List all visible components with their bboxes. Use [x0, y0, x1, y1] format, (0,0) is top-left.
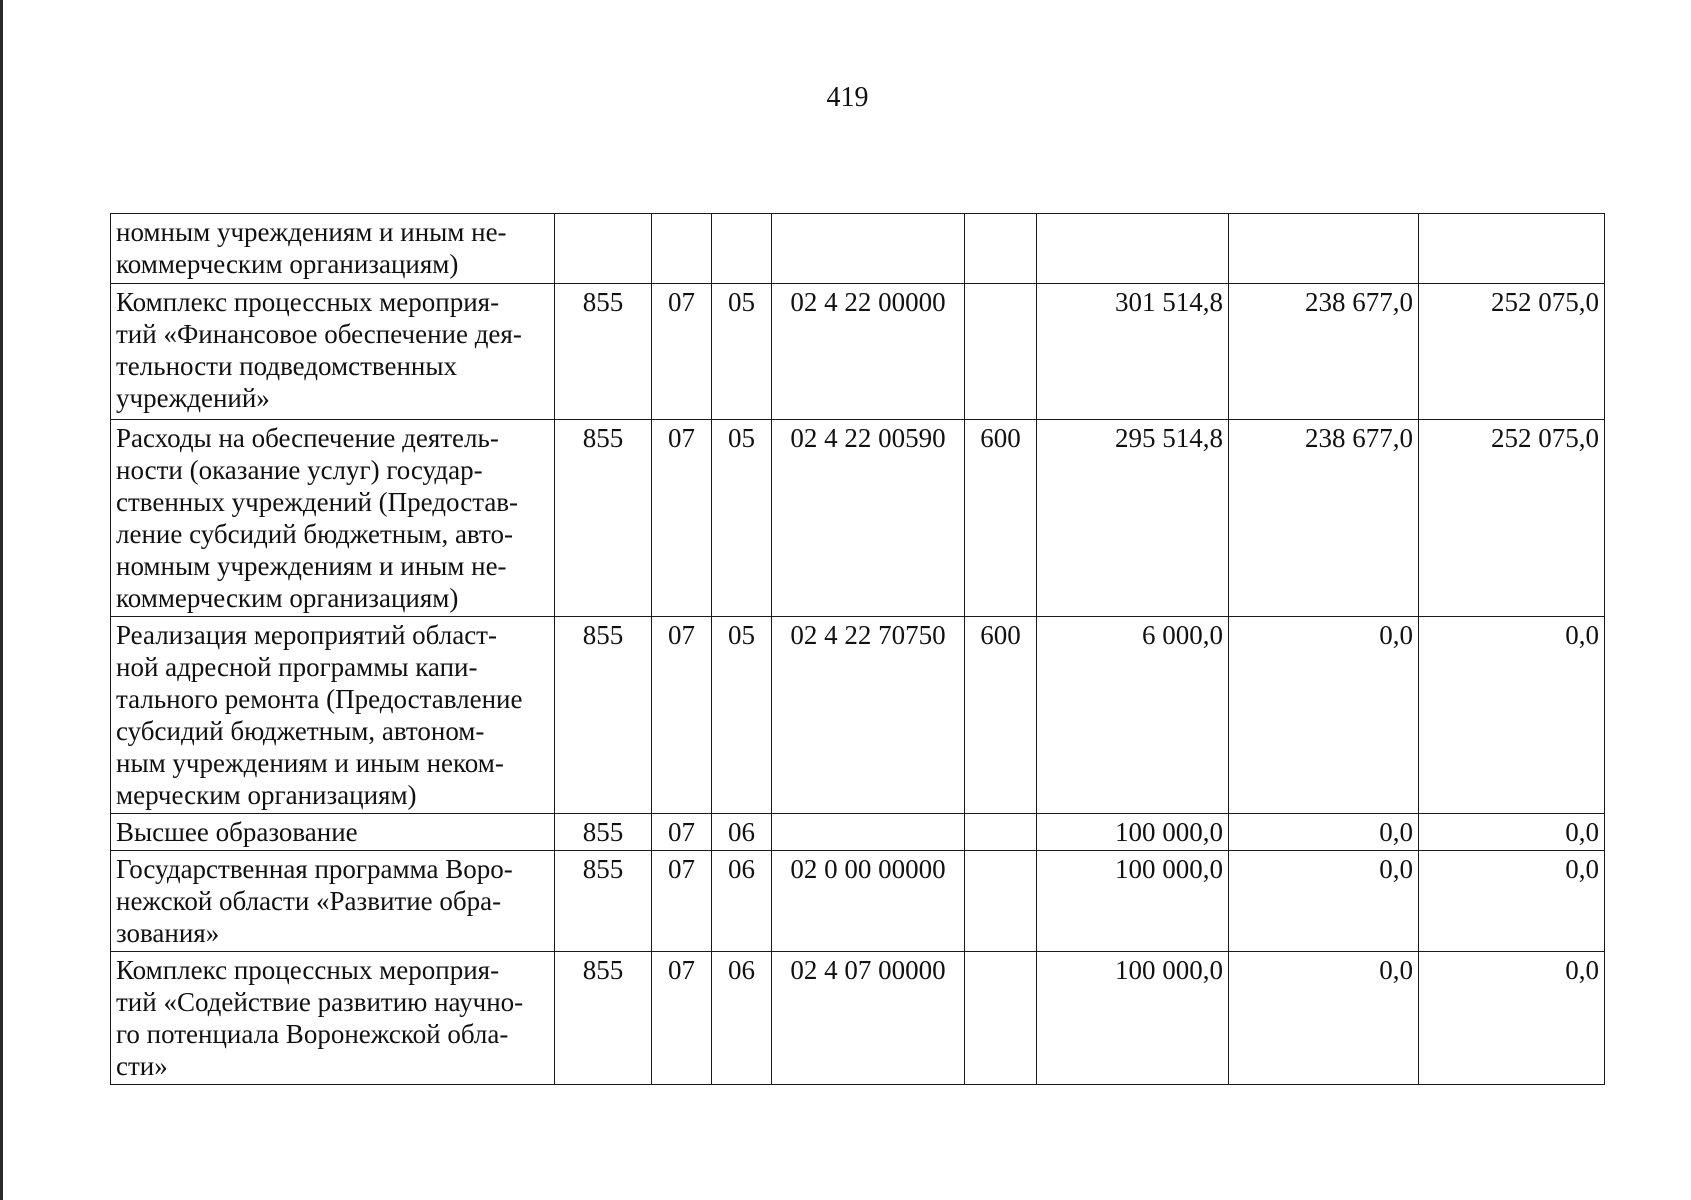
table-row: [111, 420, 1605, 617]
name-line: тального ремонта (Предоставление: [116, 684, 523, 714]
table-row: [111, 851, 1605, 952]
name-line: номным учреждениям и иным не-: [116, 551, 507, 581]
name-line: сти»: [116, 1051, 168, 1081]
cell-expense-type: [965, 814, 1037, 851]
cell-subsection: 05: [712, 284, 772, 420]
cell-amount-year3: 0,0: [1419, 617, 1605, 814]
name-line: Расходы на обеспечение деятель-: [116, 423, 499, 453]
table-row: [111, 617, 1605, 814]
page-number: 419: [826, 82, 869, 113]
name-line: тий «Финансовое обеспечение дея-: [116, 319, 522, 349]
cell-target-article: 02 4 22 00590: [772, 420, 965, 617]
cell-amount-year3: 0,0: [1419, 952, 1605, 1085]
cell-expense-type: [965, 284, 1037, 420]
cell-section: 07: [652, 952, 712, 1085]
cell-name: [111, 952, 555, 1085]
cell-target-article: 02 0 00 00000: [772, 851, 965, 952]
cell-amount-year3: 0,0: [1419, 814, 1605, 851]
cell-amount-year2: 0,0: [1229, 851, 1419, 952]
cell-expense-type: [965, 851, 1037, 952]
cell-target-article: 02 4 22 00000: [772, 284, 965, 420]
name-line: Государственная программа Воро-: [116, 854, 513, 884]
cell-name: [111, 851, 555, 952]
cell-subsection: 05: [712, 420, 772, 617]
cell-amount-year1: 6 000,0: [1037, 617, 1229, 814]
cell-grbs: 855: [555, 617, 652, 814]
cell-target-article: 02 4 22 70750: [772, 617, 965, 814]
name-line: мерческим организациям): [116, 780, 417, 810]
cell-amount-year2: 238 677,0: [1229, 284, 1419, 420]
cell-grbs: 855: [555, 814, 652, 851]
cell-subsection: [712, 214, 772, 284]
table-row: [111, 814, 1605, 851]
cell-amount-year1: 100 000,0: [1037, 814, 1229, 851]
cell-amount-year3: 252 075,0: [1419, 420, 1605, 617]
cell-section: 07: [652, 284, 712, 420]
cell-amount-year2: 238 677,0: [1229, 420, 1419, 617]
table-body: [111, 214, 1605, 1085]
name-line: ление субсидий бюджетным, авто-: [116, 519, 513, 549]
table-row: [111, 284, 1605, 420]
cell-section: 07: [652, 851, 712, 952]
name-line: Комплекс процессных мероприя-: [116, 287, 500, 317]
cell-expense-type: [965, 952, 1037, 1085]
cell-amount-year1: 295 514,8: [1037, 420, 1229, 617]
cell-grbs: 855: [555, 420, 652, 617]
name-line: номным учреждениям и иным не-: [116, 217, 507, 247]
cell-amount-year1: 301 514,8: [1037, 284, 1229, 420]
cell-subsection: 06: [712, 814, 772, 851]
cell-amount-year2: 0,0: [1229, 617, 1419, 814]
cell-expense-type: 600: [965, 420, 1037, 617]
cell-amount-year3: [1419, 214, 1605, 284]
name-line: го потенциала Воронежской обла-: [116, 1019, 509, 1049]
name-line: коммерческим организациям): [116, 583, 459, 613]
cell-amount-year2: [1229, 214, 1419, 284]
cell-name: [111, 814, 555, 851]
scan-edge-line: [0, 0, 3, 1200]
cell-section: 07: [652, 420, 712, 617]
name-line: ности (оказание услуг) государ-: [116, 455, 483, 485]
name-line: нежской области «Развитие обра-: [116, 886, 502, 916]
cell-amount-year1: 100 000,0: [1037, 952, 1229, 1085]
name-line: коммерческим организациям): [116, 249, 459, 279]
table-row: [111, 214, 1605, 284]
budget-table: [110, 213, 1605, 1085]
cell-amount-year2: 0,0: [1229, 952, 1419, 1085]
name-line: тий «Содействие развитию научно-: [116, 987, 524, 1017]
cell-grbs: 855: [555, 284, 652, 420]
cell-amount-year1: 100 000,0: [1037, 851, 1229, 952]
name-line: ственных учреждений (Предостав-: [116, 487, 519, 517]
name-line: тельности подведомственных: [116, 351, 458, 381]
cell-target-article: [772, 814, 965, 851]
cell-subsection: 06: [712, 952, 772, 1085]
cell-amount-year3: 252 075,0: [1419, 284, 1605, 420]
cell-target-article: 02 4 07 00000: [772, 952, 965, 1085]
cell-expense-type: [965, 214, 1037, 284]
cell-name: [111, 214, 555, 284]
name-line: Высшее образование: [116, 817, 358, 847]
name-line: Комплекс процессных мероприя-: [116, 955, 500, 985]
name-line: Реализация мероприятий област-: [116, 620, 497, 650]
cell-section: 07: [652, 617, 712, 814]
table-row: [111, 952, 1605, 1085]
cell-grbs: 855: [555, 851, 652, 952]
cell-name: [111, 420, 555, 617]
cell-section: [652, 214, 712, 284]
cell-target-article: [772, 214, 965, 284]
cell-expense-type: 600: [965, 617, 1037, 814]
cell-amount-year3: 0,0: [1419, 851, 1605, 952]
cell-section: 07: [652, 814, 712, 851]
cell-grbs: 855: [555, 952, 652, 1085]
name-line: зования»: [116, 918, 220, 948]
cell-amount-year1: [1037, 214, 1229, 284]
name-line: субсидий бюджетным, автоном-: [116, 716, 485, 746]
name-line: учреждений»: [116, 383, 270, 413]
name-line: ной адресной программы капи-: [116, 652, 478, 682]
cell-name: [111, 284, 555, 420]
cell-name: [111, 617, 555, 814]
cell-amount-year2: 0,0: [1229, 814, 1419, 851]
cell-subsection: 06: [712, 851, 772, 952]
name-line: ным учреждениям и иным неком-: [116, 748, 504, 778]
cell-grbs: [555, 214, 652, 284]
cell-subsection: 05: [712, 617, 772, 814]
